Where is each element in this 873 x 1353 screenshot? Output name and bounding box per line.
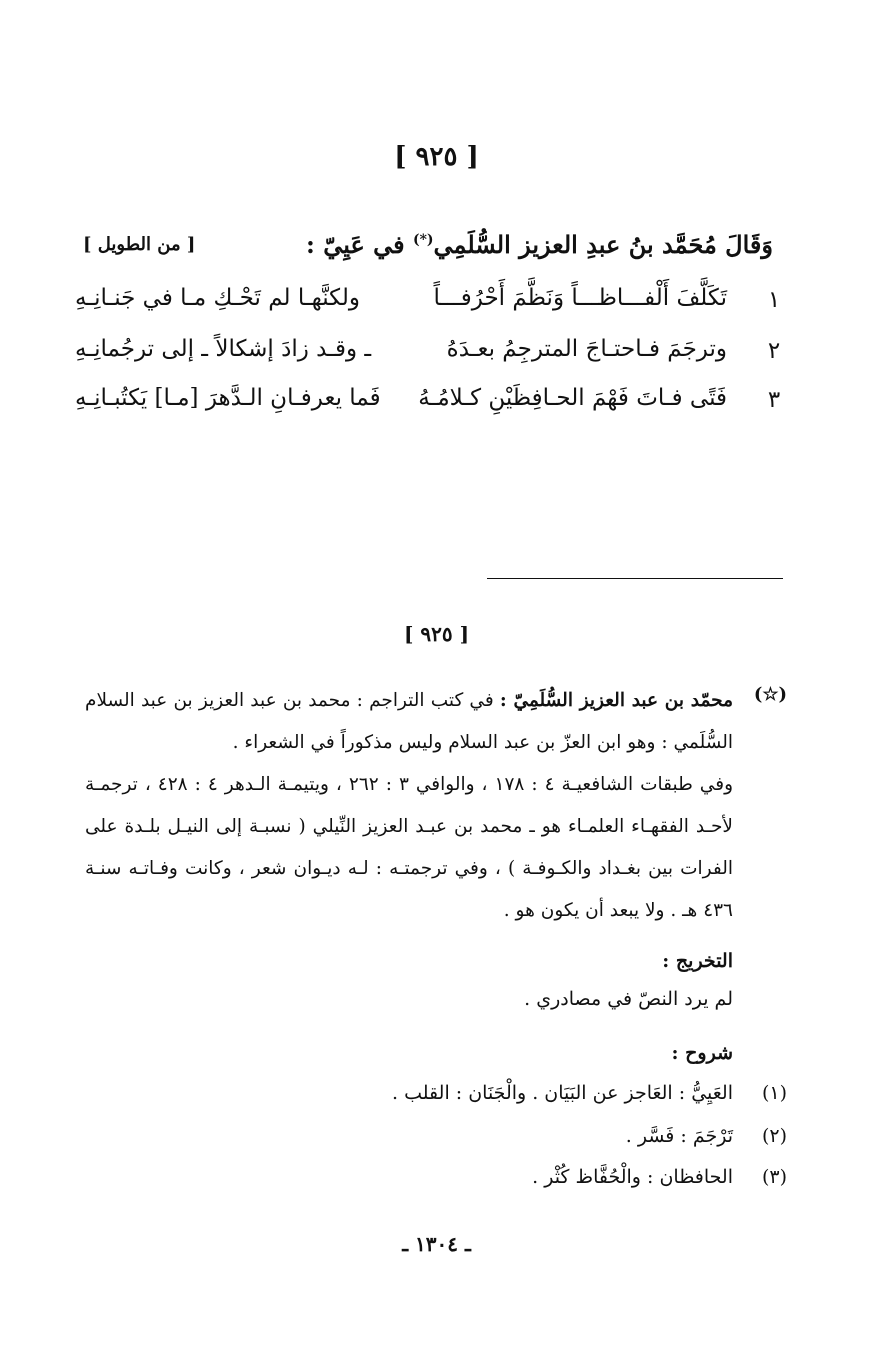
- takhrij-text: لم يرد النصّ في مصادري .: [524, 988, 733, 1010]
- page-number: ـ ١٣٠٤ ـ: [402, 1232, 471, 1256]
- bio-note: [85, 680, 733, 932]
- footnote-poem-number: [ ٩٢٥ ]: [403, 622, 470, 646]
- intro-tail: في عَيِيّ :: [305, 230, 413, 259]
- gloss-item: [87, 1166, 787, 1206]
- gloss-number: (٣): [761, 1166, 787, 1188]
- verse-second-hemistich: ـ وقـد زادَ إشكالاً ـ إلى ترجُمانِـهِ: [75, 336, 372, 362]
- bio-marker: (☆): [753, 684, 787, 705]
- gloss-item: [87, 1125, 787, 1165]
- bio-paragraph-1: [85, 680, 733, 764]
- gloss-text: العَيِيُّ : العَاجز عن البَيَان . والْجَنَان : القلب .: [392, 1082, 733, 1104]
- footnote-divider: [487, 578, 783, 579]
- intro-footnote-marker: (*): [412, 232, 434, 248]
- gloss-number: (٢): [761, 1125, 787, 1147]
- verse-second-hemistich: فَما يعرفـانِ الـدَّهرَ [مـا] يَكتُبـانِـهِ: [75, 385, 381, 411]
- verse-number: ١: [767, 287, 781, 313]
- verse-first-hemistich: فَتًى فـاتَ فَهْمَ الحـافِظَيْنِ كـلامُـهُ: [418, 385, 727, 411]
- bio-line1-text: في كتب التراجم : محمد بن عبد العزيز بن عبد السلام السُّلَمي : وهو ابن العزّ بن عبد السلام وليس مذكوراً في الشعراء .: [85, 690, 733, 753]
- verse-first-hemistich: تَكَلَّفَ أَلْفـــاظـــاً وَنَظَّمَ أَحْرُفـــاً: [433, 285, 727, 311]
- intro-text: [306, 230, 773, 259]
- verse-number: ٣: [767, 387, 781, 413]
- gloss-text: الحافظان : والْحُفَّاظ كُثْر .: [532, 1166, 733, 1188]
- verse-3: [75, 385, 787, 429]
- verse-2: [75, 336, 787, 380]
- verse-first-hemistich: وترجَمَ فـاحتـاجَ المترجِمُ بعـدَهُ: [446, 336, 727, 362]
- verse-number: ٢: [767, 338, 781, 364]
- bio-name: محمّد بن عبد العزيز السُّلَمِيّ :: [499, 690, 733, 711]
- gloss-number: (١): [761, 1082, 787, 1104]
- poem-number: [ ٩٢٥ ]: [394, 142, 479, 172]
- intro-main: وَقَالَ مُحَمَّد بنُ عبدِ العزيز السُّلَمِي: [433, 230, 773, 259]
- verse-1: [75, 285, 787, 329]
- gloss-text: تَرْجَمَ : فَسَّر .: [625, 1125, 733, 1147]
- shurooh-heading: شروح :: [671, 1042, 733, 1064]
- gloss-item: [87, 1082, 787, 1122]
- takhrij-heading: التخريج :: [662, 950, 733, 972]
- poem-meter: [ من الطويل ]: [83, 234, 196, 255]
- poem-intro: [83, 230, 773, 274]
- verse-second-hemistich: ولكنَّهـا لم تَحْـكِ مـا في جَنـانِـهِ: [75, 285, 360, 311]
- bio-paragraph-2: وفي طبقات الشافعيـة ٤ : ١٧٨ ، والوافي ٣ : ٢٦٢ ، ويتيمـة الـدهر ٤ : ٤٢٨ ، ترجمـة لأحـد الفقهـاء العلمـاء هو ـ محمد بن عبـد العزيز النِّيلي ( نسبـة إلى النيـل بلـدة على الفرات بين بغـداد والكـوفـة ) ، وفي ترجمتـه : لـه ديـوان شعر ، وكانت وفـاتـه سنـة ٤٣٦ هـ . ولا يبعد أن يكون هو .: [85, 774, 734, 921]
